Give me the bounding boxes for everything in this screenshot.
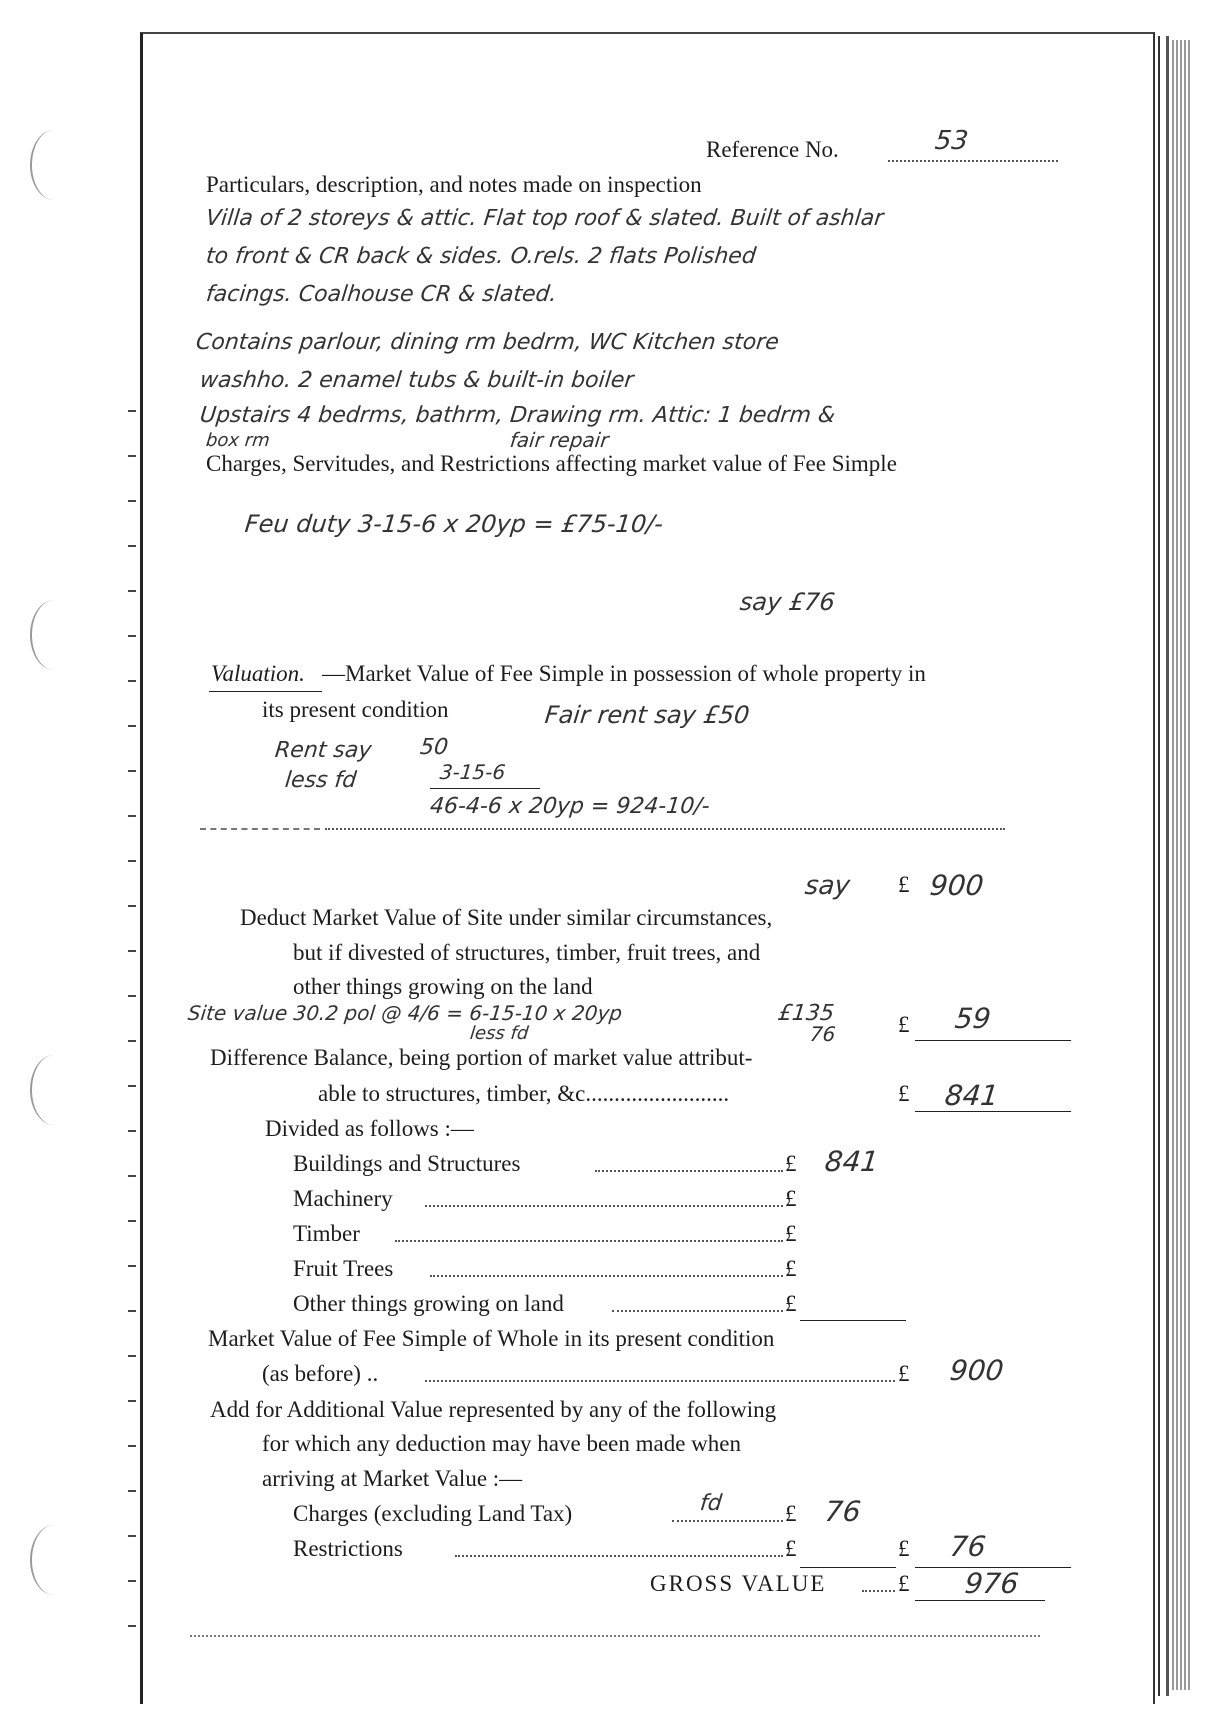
charges-note: say £76 bbox=[738, 588, 837, 616]
charges-item-label: Charges (excluding Land Tax) bbox=[293, 1501, 573, 1526]
say-note: say bbox=[803, 871, 852, 901]
difference-line: Difference Balance, being portion of market value attribut- bbox=[210, 1045, 753, 1070]
divided-item-label: Timber bbox=[293, 1221, 360, 1246]
reference-label: Reference No. bbox=[706, 137, 839, 162]
net-rent-calc: 46-4-6 x 20yp = 924-10/- bbox=[428, 794, 711, 819]
particulars-line: washho. 2 enamel tubs & built-in boiler bbox=[198, 368, 635, 393]
site-calc-bottom: 76 bbox=[808, 1022, 837, 1046]
binder-hole-icon bbox=[30, 1525, 78, 1595]
divided-item-label: Buildings and Structures bbox=[293, 1151, 521, 1176]
add-line: Add for Additional Value represented by any of the following bbox=[210, 1397, 777, 1422]
particulars-line: to front & CR back & sides. O.rels. 2 flats Polished bbox=[204, 244, 758, 269]
divided-item-label: Fruit Trees bbox=[293, 1256, 394, 1281]
particulars-line: Contains parlour, dining rm bedrm, WC Kitchen store bbox=[194, 330, 781, 355]
gross-value-label: GROSS VALUE bbox=[650, 1571, 827, 1596]
fair-rent-note: Fair rent say £50 bbox=[543, 701, 751, 729]
binder-hole-icon bbox=[30, 600, 78, 670]
page-edge bbox=[1158, 36, 1169, 1696]
pound-sign: £ bbox=[898, 872, 910, 897]
particulars-line: facings. Coalhouse CR & slated. bbox=[204, 282, 558, 307]
particulars-line: box rm bbox=[204, 430, 271, 451]
pound-sign: £ bbox=[785, 1186, 797, 1211]
charges-item-value: 76 bbox=[823, 1495, 863, 1528]
market-value-amount: 900 bbox=[928, 869, 986, 902]
deduct-line: but if divested of structures, timber, fruit trees, and bbox=[293, 940, 761, 965]
rent-label: Rent say bbox=[273, 738, 373, 763]
particulars-line: Upstairs 4 bedrms, bathrm, Drawing rm. Attic: 1 bedrm & bbox=[198, 403, 837, 428]
binder-hole-icon bbox=[30, 130, 78, 200]
particulars-line: fair repair bbox=[508, 428, 610, 452]
charges-note: Feu duty 3-15-6 x 20yp = £75-10/- bbox=[243, 510, 665, 538]
charges-item-note: fd bbox=[698, 1491, 724, 1516]
site-calc-top: £135 bbox=[776, 1001, 836, 1026]
market-whole-amount: 900 bbox=[948, 1354, 1006, 1387]
add-line: for which any deduction may have been made when bbox=[262, 1431, 741, 1456]
site-value-note: Site value 30.2 pol @ 4/6 = 6-15-10 x 20yp bbox=[186, 1001, 624, 1025]
gross-value-amount: 976 bbox=[963, 1567, 1021, 1600]
divided-label: Divided as follows :— bbox=[265, 1116, 474, 1141]
pound-sign: £ bbox=[898, 1571, 910, 1596]
market-whole-line: (as before) .. bbox=[262, 1361, 379, 1386]
valuation-line: —Market Value of Fee Simple in possession of whole property in bbox=[322, 661, 926, 686]
deduct-line: other things growing on the land bbox=[293, 974, 593, 999]
restrictions-label: Restrictions bbox=[293, 1536, 403, 1561]
pound-sign: £ bbox=[898, 1081, 910, 1106]
site-value-amount: 59 bbox=[953, 1002, 993, 1035]
charges-label: Charges, Servitudes, and Restrictions affecting market value of Fee Simple bbox=[206, 451, 897, 476]
pound-sign: £ bbox=[785, 1221, 797, 1246]
binder-hole-icon bbox=[30, 1055, 78, 1125]
pound-sign: £ bbox=[785, 1501, 797, 1526]
particulars-label: Particulars, description, and notes made on inspection bbox=[206, 172, 702, 197]
restrictions-total: 76 bbox=[948, 1530, 988, 1563]
rent-value: 50 bbox=[418, 735, 450, 760]
market-whole-line: Market Value of Fee Simple of Whole in its present condition bbox=[208, 1326, 775, 1351]
site-less-fd: less fd bbox=[468, 1023, 530, 1044]
pound-sign: £ bbox=[785, 1151, 797, 1176]
difference-amount: 841 bbox=[943, 1079, 1001, 1112]
add-line: arriving at Market Value :— bbox=[262, 1466, 523, 1491]
pound-sign: £ bbox=[898, 1536, 910, 1561]
stacked-pages-edge bbox=[1172, 40, 1192, 1690]
deduct-line: Deduct Market Value of Site under similar circumstances, bbox=[240, 905, 773, 930]
pound-sign: £ bbox=[785, 1536, 797, 1561]
difference-line: able to structures, timber, &c......................... bbox=[318, 1081, 730, 1106]
divided-item-label: Machinery bbox=[293, 1186, 393, 1211]
divided-item-label: Other things growing on land bbox=[293, 1291, 564, 1316]
reference-value: 53 bbox=[933, 126, 970, 156]
valuation-line: its present condition bbox=[262, 697, 449, 722]
less-fd-value: 3-15-6 bbox=[438, 760, 507, 784]
less-fd-label: less fd bbox=[283, 768, 358, 793]
particulars-line: Villa of 2 storeys & attic. Flat top roof & slated. Built of ashlar bbox=[204, 206, 885, 231]
divided-item-value: 841 bbox=[823, 1145, 881, 1178]
pound-sign: £ bbox=[898, 1012, 910, 1037]
pound-sign: £ bbox=[785, 1291, 797, 1316]
pound-sign: £ bbox=[898, 1361, 910, 1386]
valuation-title: Valuation. bbox=[211, 661, 305, 686]
pound-sign: £ bbox=[785, 1256, 797, 1281]
